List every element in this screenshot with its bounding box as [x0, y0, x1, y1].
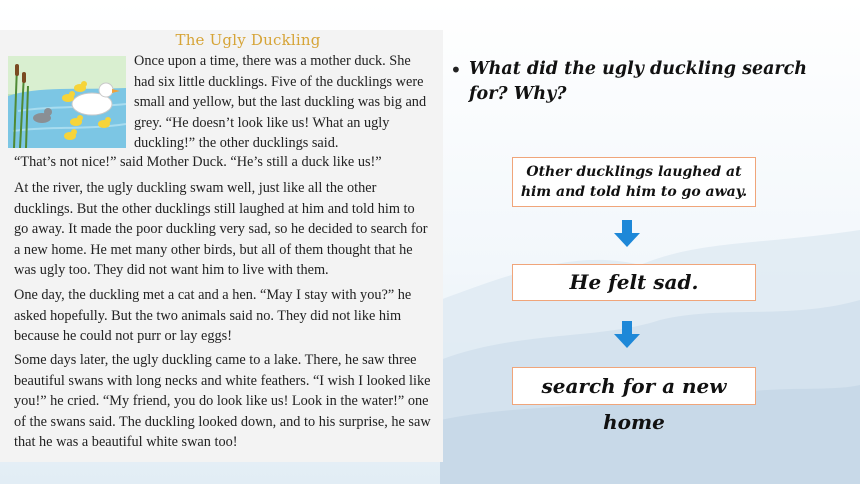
reason-box: Other ducklings laughed at him and told him to go away.	[512, 157, 756, 207]
down-arrow-icon	[614, 321, 640, 349]
story-paragraph-1-tail: “That’s not nice!” said Mother Duck. “He’s still a duck like us!”	[14, 154, 382, 170]
down-arrow-icon	[614, 220, 640, 248]
story-paragraph-1: Once upon a time, there was a mother duck. She had six little ducklings. Five of the ducklings were small and yellow, but the last duckling was big and grey. “He doesn’t look like us! What an ugly duckling!” the other ducklings said.	[134, 53, 427, 151]
story-paragraph-2: At the river, the ugly duckling swam well, just like all the other ducklings. But the other ducklings still laughed at him and told him to go away. It made the poor duckling very sad, so he decided to search for a new home. He met many other birds, but all of them thought that he was ugly too. They did not want him to live with them.	[14, 180, 428, 278]
story-title: The Ugly Duckling	[175, 31, 321, 49]
question-text: What did the ugly duckling search for? Why?	[469, 59, 808, 104]
story-paragraph-3: One day, the duckling met a cat and a hen. “May I stay with you?” he asked hopefully. But the two animals said no. They did not like him because he could not purr or lay eggs!	[14, 287, 412, 344]
ducks-on-pond-illustration	[8, 56, 126, 148]
feeling-box: He felt sad.	[512, 264, 756, 301]
answer-box: search for a new home	[512, 367, 756, 405]
story-paragraph-4: Some days later, the ugly duckling came to a lake. There, he saw three beautiful swans with long necks and white feathers. “I wish I looked like you!” he cried. “My friend, you do look like us! Look in the water!” one of the swans said. The duckling looked down, and to his surprise, he saw that he was a beautiful white swan too!	[14, 352, 431, 450]
bullet-point: •	[450, 58, 462, 82]
